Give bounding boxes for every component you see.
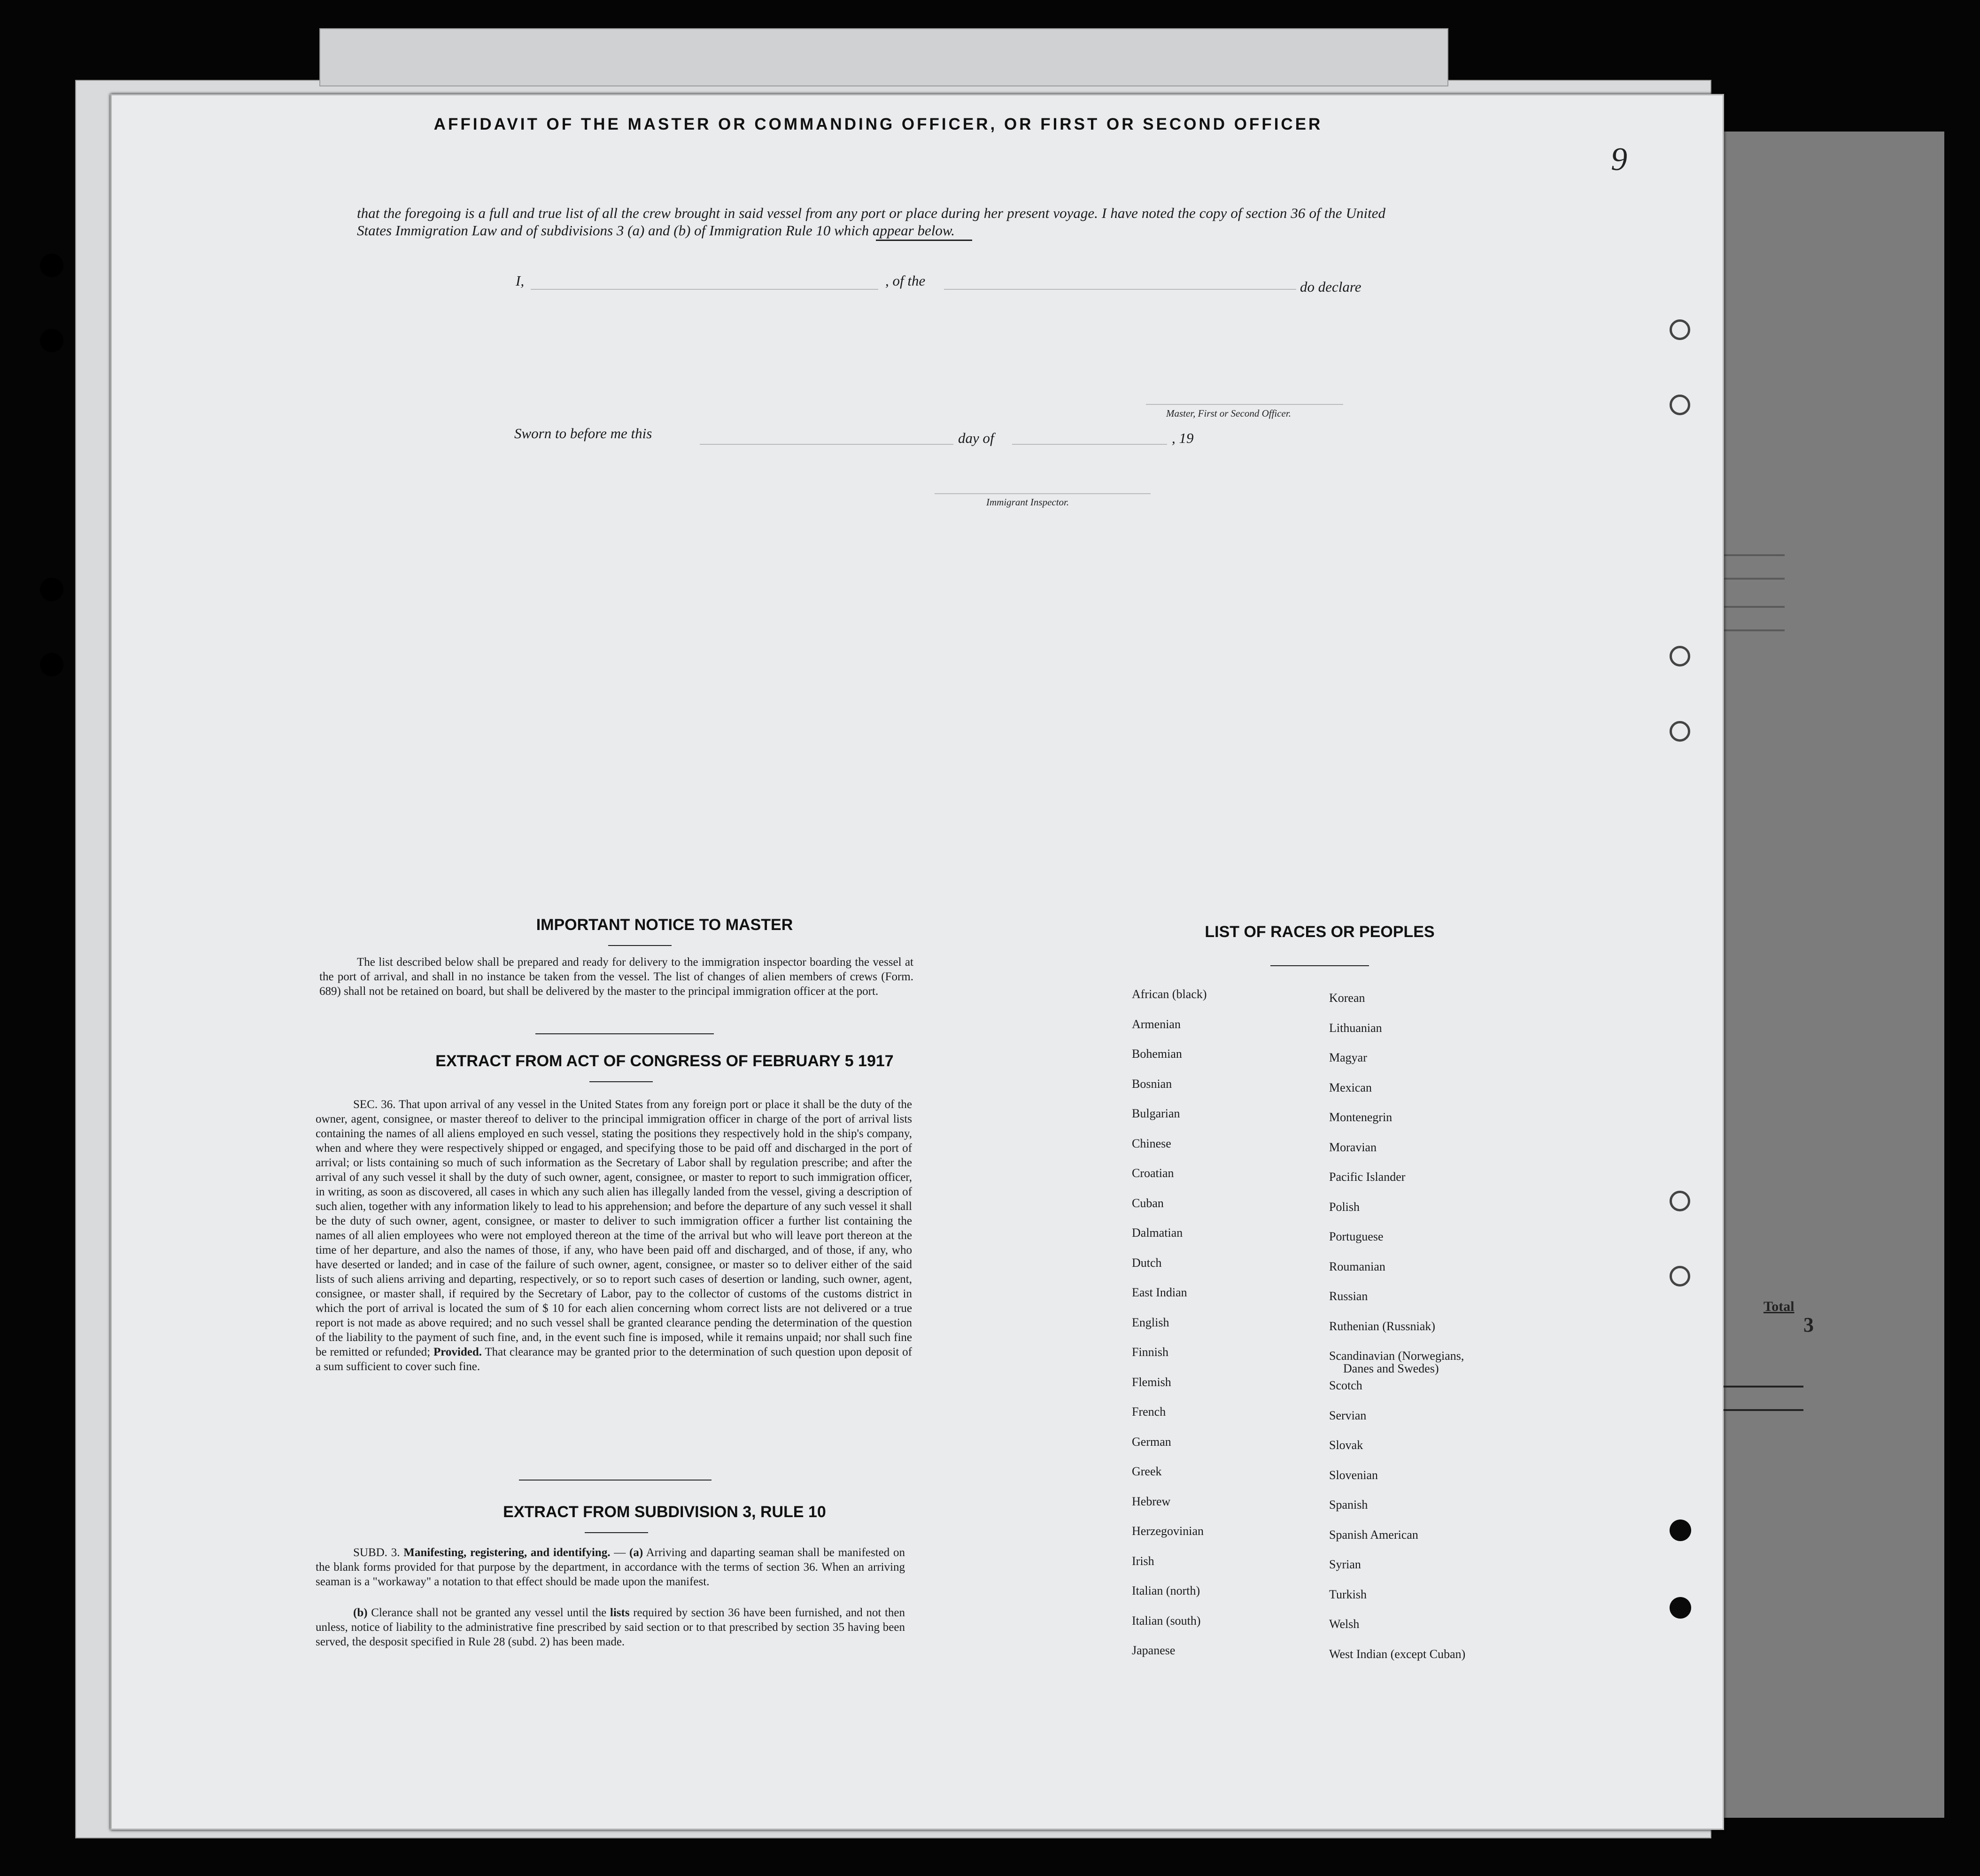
race-item: Armenian bbox=[1132, 1017, 1181, 1031]
race-item: Irish bbox=[1132, 1554, 1154, 1568]
binder-hole bbox=[40, 578, 63, 601]
race-item: Bohemian bbox=[1132, 1047, 1182, 1061]
inspector-caption: Immigrant Inspector. bbox=[986, 496, 1069, 508]
race-item: Dutch bbox=[1132, 1256, 1162, 1270]
race-item: Lithuanian bbox=[1329, 1021, 1382, 1035]
rule-subdivision-3b bbox=[316, 1605, 905, 1649]
month-blank bbox=[1012, 444, 1167, 445]
inspector-line bbox=[935, 493, 1151, 494]
races-title: LIST OF RACES OR PEOPLES bbox=[1205, 923, 1435, 941]
race-item: Mexican bbox=[1329, 1080, 1372, 1094]
sworn-label: Sworn to before me this bbox=[514, 425, 652, 442]
race-item: Danes and Swedes) bbox=[1343, 1362, 1439, 1375]
day-blank bbox=[700, 444, 953, 445]
act-text-end: That clearance may be granted prior to the determination of such question upon deposit of a sum sufficient to cover such fine. bbox=[316, 1346, 912, 1373]
race-item: Roumanian bbox=[1329, 1259, 1385, 1273]
race-item: East Indian bbox=[1132, 1286, 1187, 1299]
race-item: Finnish bbox=[1132, 1345, 1169, 1359]
subd-a-text: Arriving and daparting seaman shall be manifested on the blank forms provided for that purpose by the department, in accordance with the terms of section 36. When an arriving seaman is a "workaway" a notation to that effect should be made upon the manifest. bbox=[316, 1546, 905, 1588]
race-item: Slovak bbox=[1329, 1438, 1363, 1452]
race-item: Cuban bbox=[1132, 1196, 1164, 1210]
signature-caption: Master, First or Second Officer. bbox=[1166, 408, 1291, 419]
rule-rule bbox=[585, 1532, 648, 1533]
races-rule bbox=[1270, 965, 1369, 966]
race-item: Spanish American bbox=[1329, 1527, 1418, 1542]
title-rule bbox=[876, 240, 972, 241]
notice-title: IMPORTANT NOTICE TO MASTER bbox=[536, 916, 793, 934]
race-item: Turkish bbox=[1329, 1587, 1367, 1601]
notice-text: The list described below shall be prepared and ready for delivery to the immigration inspector boarding the vessel at the port of arrival, and shall in no instance be taken from the vessel. The list of changes of alien members of crews (Form. 689) shall not be retained on board, but shall be delivered by the master to the principal immigration officer at the port. bbox=[319, 956, 913, 998]
race-item: Welsh bbox=[1329, 1617, 1360, 1631]
subd-b-lists: lists bbox=[610, 1606, 630, 1619]
affidavit-statement: that the foregoing is a full and true list of all the crew brought in said vessel from any port or place during her present voyage. I have noted the copy of section 36 of the United States Immigration Law and of subdivisions 3 (a) and (b) of Immigration Rule 10 which appear below. bbox=[357, 205, 1385, 239]
rule-title: EXTRACT FROM SUBDIVISION 3, RULE 10 bbox=[503, 1503, 826, 1521]
race-item: Scotch bbox=[1329, 1379, 1362, 1392]
race-item: Syrian bbox=[1329, 1558, 1361, 1571]
rule-subdivision-3 bbox=[316, 1545, 905, 1589]
race-item: Korean bbox=[1329, 991, 1365, 1005]
race-item: Japanese bbox=[1132, 1643, 1176, 1657]
signature-line bbox=[1146, 404, 1343, 405]
races-left-column bbox=[1132, 987, 1207, 1674]
page-number: 9 bbox=[1611, 141, 1627, 178]
binder-hole bbox=[1670, 1191, 1690, 1211]
name-blank bbox=[531, 289, 878, 290]
race-item: Magyar bbox=[1329, 1051, 1367, 1064]
race-item: Hebrew bbox=[1132, 1494, 1171, 1508]
binder-hole bbox=[1670, 1266, 1690, 1287]
race-item: Bulgarian bbox=[1132, 1107, 1180, 1120]
binder-hole bbox=[1670, 646, 1690, 667]
race-item: Dalmatian bbox=[1132, 1226, 1183, 1240]
subd-b-text: Clerance shall not be granted any vessel until the bbox=[371, 1606, 607, 1619]
race-item: West Indian (except Cuban) bbox=[1329, 1647, 1466, 1661]
provided-label: Provided. bbox=[433, 1346, 482, 1358]
notice-end-rule bbox=[535, 1033, 714, 1034]
binder-hole bbox=[1670, 319, 1690, 340]
race-item: Spanish bbox=[1329, 1498, 1368, 1512]
i-label: I, bbox=[516, 272, 525, 289]
binder-hole bbox=[40, 653, 63, 676]
race-item: English bbox=[1132, 1315, 1169, 1329]
race-item: Bosnian bbox=[1132, 1077, 1172, 1091]
act-title: EXTRACT FROM ACT OF CONGRESS OF FEBRUARY 5 1917 bbox=[435, 1052, 894, 1070]
race-item: Pacific Islander bbox=[1329, 1170, 1406, 1184]
binder-hole bbox=[40, 329, 63, 352]
race-item: Italian (north) bbox=[1132, 1584, 1200, 1597]
year-label: , 19 bbox=[1172, 430, 1194, 446]
of-the-label: , of the bbox=[885, 272, 926, 289]
races-right-column bbox=[1329, 991, 1465, 1677]
race-item: Greek bbox=[1132, 1465, 1162, 1478]
race-item: Scandinavian (Norwegians, bbox=[1329, 1349, 1464, 1363]
day-of-label: day of bbox=[958, 430, 994, 446]
binder-hole bbox=[1670, 395, 1690, 415]
subd-heading: Manifesting, registering, and identifying. bbox=[403, 1546, 611, 1559]
race-item: French bbox=[1132, 1405, 1166, 1419]
binder-hole bbox=[1670, 1519, 1691, 1541]
subd-label: SUBD. 3. bbox=[353, 1546, 400, 1559]
subd-a-label: (a) bbox=[629, 1546, 643, 1559]
race-item: Polish bbox=[1329, 1200, 1360, 1214]
total-label: Total bbox=[1763, 1299, 1794, 1314]
affidavit-title: AFFIDAVIT OF THE MASTER OR COMMANDING OFFICER, OR FIRST OR SECOND OFFICER bbox=[433, 115, 1323, 133]
margin-rule bbox=[1724, 1386, 1803, 1388]
subd-b-label: (b) bbox=[353, 1606, 368, 1619]
race-item: Italian (south) bbox=[1132, 1613, 1201, 1628]
binder-hole bbox=[1670, 721, 1690, 742]
race-item: Herzegovinian bbox=[1132, 1524, 1204, 1538]
race-item: Moravian bbox=[1329, 1140, 1377, 1154]
race-item: African (black) bbox=[1132, 987, 1207, 1001]
race-item: Slovenian bbox=[1329, 1468, 1378, 1482]
race-item: Russian bbox=[1329, 1289, 1368, 1303]
binder-hole bbox=[1670, 1597, 1691, 1619]
race-item: Servian bbox=[1329, 1408, 1367, 1422]
vessel-blank bbox=[944, 289, 1296, 290]
race-item: Croatian bbox=[1132, 1166, 1174, 1180]
subd-b-text-end: required by section 36 have been furnished, and not then unless, notice of liability to the administrative fine prescribed by said section or to that prescribed by section 35 having been served, the desposit specified in Rule 28 (subd. 2) has been made. bbox=[316, 1606, 905, 1648]
underlying-sheet-top bbox=[319, 28, 1448, 86]
binder-hole bbox=[40, 254, 63, 277]
act-section-36 bbox=[316, 1097, 912, 1374]
act-end-rule bbox=[519, 1480, 712, 1481]
total-value: 3 bbox=[1803, 1313, 1814, 1336]
subd-dash: — bbox=[614, 1546, 626, 1559]
declare-label: do declare bbox=[1300, 279, 1361, 295]
notice-rule bbox=[608, 945, 672, 946]
act-text: SEC. 36. That upon arrival of any vessel in the United States from any foreign port or place it shall be the duty of the owner, agent, consignee, or master thereof to deliver to the principal immigration officer in charge of the port of arrival lists containing the names of all aliens employed en such vessel, stating the positions they respectively hold in the ship's company, when and where they were respectively shipped or engaged, and specifying those to be paid off and discharged in the port of arrival; or lists containing so much of such information as the Secretary of Labor shall by regulation prescribe; and after the arrival of any such vessel it shall by the duty of such owner, agent, consignee, or master to report to such immigration officer, in writing, as soon as discovered, all cases in which any such alien has illegally landed from the vessel, giving a description of such alien, together with any information likely to lead to his apprehension; and before the departure of any such vessel it shall be the duty of such owner, agent, consignee, or master to deliver to such immigration officer a further list containing the names of all alien employees who were not employed thereon at the time of the arrival but who will leave port thereon at the time of her departure, and also the names of those, if any, who have been paid off and discharged, and of those, if any, who have deserted or landed; and in case of the failure of such owner, agent, consignee, or master so to deliver either of the said lists of such aliens arriving and departing, respectively, or so to report such cases of desertion or landing, such owner, agent, consignee, or master shall, if required by the Secretary of Labor, pay to the collector of customs of the customs district in which the port of arrival is located the sum of $ 10 for each alien concerning whom correct lists are not delivered or a true report is not made as above required; and no such vessel shall be granted clearance pending the determination of the question of the liability to the payment of such fine, and, in the event such fine is imposed, while it remains unpaid; nor shall such fine be remitted or refunded; bbox=[316, 1098, 912, 1358]
act-rule bbox=[589, 1081, 653, 1082]
race-item: Chinese bbox=[1132, 1136, 1171, 1150]
race-item: German bbox=[1132, 1434, 1171, 1449]
race-item: Montenegrin bbox=[1329, 1110, 1392, 1124]
race-item: Flemish bbox=[1132, 1375, 1171, 1389]
race-item: Portuguese bbox=[1329, 1230, 1384, 1243]
margin-rule bbox=[1724, 1409, 1803, 1411]
race-item: Ruthenian (Russniak) bbox=[1329, 1319, 1436, 1333]
